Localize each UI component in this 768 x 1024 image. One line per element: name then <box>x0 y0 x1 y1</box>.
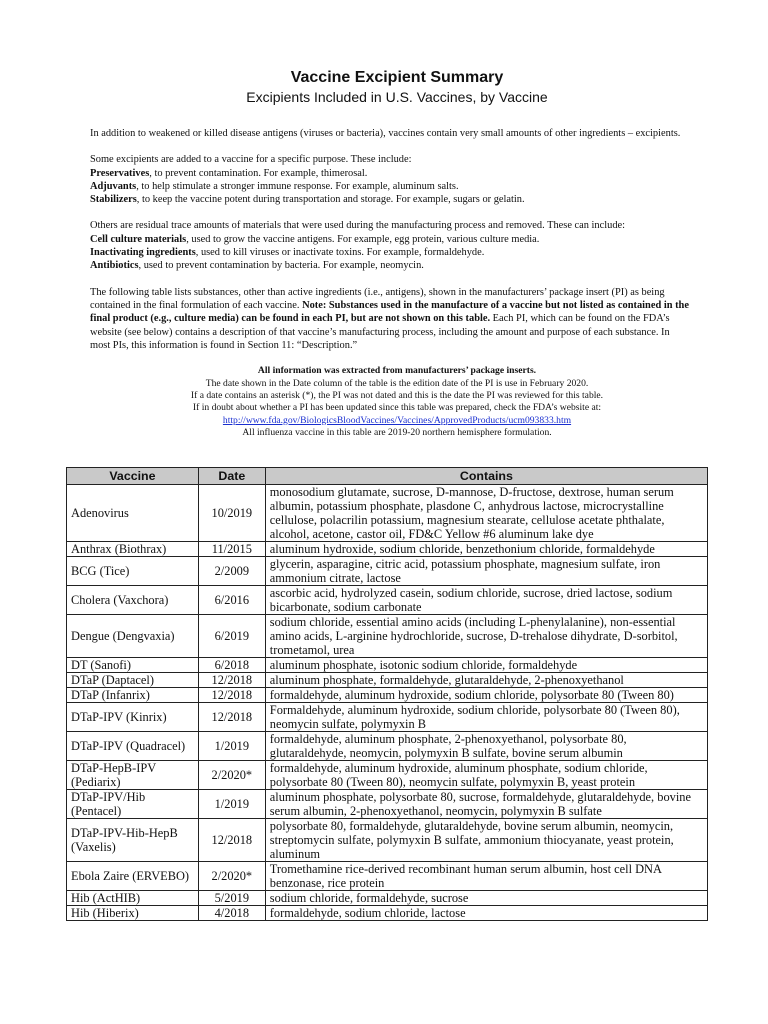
table-header-row <box>67 468 708 485</box>
contains-cell: formaldehyde, aluminum hydroxide, aluminum phosphate, sodium chloride, polysorbate 80 (Tween 80), neomycin sulfate, polymyxin B, yeast protein <box>265 761 707 790</box>
purpose-text: , to prevent contamination. For example, thimerosal. <box>149 167 368 179</box>
vaccine-cell: Adenovirus <box>67 485 199 542</box>
vaccine-cell: DTaP-HepB-IPV (Pediarix) <box>67 761 199 790</box>
table-row <box>67 688 708 703</box>
notice-line: If a date contains an asterisk (*), the PI was not dated and this is the date the PI was reviewed for this table. <box>190 389 604 401</box>
page-title: Vaccine Excipient Summary <box>290 69 504 86</box>
vaccine-cell: DT (Sanofi) <box>67 658 199 673</box>
contains-cell: formaldehyde, aluminum hydroxide, sodium chloride, polysorbate 80 (Tween 80) <box>265 688 707 703</box>
table-row <box>67 557 708 586</box>
table-row <box>67 732 708 761</box>
table-row <box>67 703 708 732</box>
notice-bold-line: All information was extracted from manufacturers’ package inserts. <box>257 365 537 377</box>
table-row <box>67 615 708 658</box>
vaccine-cell: Cholera (Vaxchora) <box>67 586 199 615</box>
date-cell: 4/2018 <box>198 906 265 921</box>
residual-item <box>90 259 690 272</box>
date-cell: 6/2016 <box>198 586 265 615</box>
contains-cell: ascorbic acid, hydrolyzed casein, sodium chloride, sucrose, dried lactose, sodium bicarbonate, sodium carbonate <box>265 586 707 615</box>
residual-item <box>90 233 690 246</box>
residual-term: Cell culture materials <box>90 233 187 245</box>
vaccine-cell: Dengue (Dengvaxia) <box>67 615 199 658</box>
purpose-item <box>90 167 690 180</box>
contains-cell: sodium chloride, essential amino acids (including L-phenylalanine), non-essential amino acids, L-arginine hydrochloride, sucrose, D-trehalose dihydrate, D-sorbitol, trometamol, urea <box>265 615 707 658</box>
date-cell: 6/2019 <box>198 615 265 658</box>
contains-cell: Tromethamine rice-derived recombinant human serum albumin, host cell DNA benzonase, rice protein <box>265 862 707 891</box>
table-intro-part2: Each PI, which can be found on the FDA’s website (see below) contains a description of that vaccine’s manufacturing process, including the amount and purpose of each substance. In most PIs, this information is found in Section 11: “Description.” <box>90 313 670 351</box>
fda-link[interactable]: http://www.fda.gov/BiologicsBloodVaccines/Vaccines/ApprovedProducts/ucm093833.htm <box>222 414 572 426</box>
contains-cell: formaldehyde, sodium chloride, lactose <box>265 906 707 921</box>
table-intro-part1: The following table lists substances, other than active ingredients (i.e., antigens), shown in the manufacturers’ package insert (PI) as being contained in the final formulation of each vaccine. <box>90 286 665 311</box>
date-cell: 12/2018 <box>198 819 265 862</box>
residual-item <box>90 246 690 259</box>
purpose-item <box>90 193 690 206</box>
table-intro-note: Note: Substances used in the manufacture of a vaccine but not listed as contained in the final product (e.g., culture media) can be found in each PI, but are not shown on this table. <box>90 299 689 325</box>
table-row <box>67 485 708 542</box>
vaccine-cell: Hib (ActHIB) <box>67 891 199 906</box>
purpose-text: , to keep the vaccine potent during transportation and storage. For example, sugars or gelatin. <box>136 194 525 206</box>
contains-cell: monosodium glutamate, sucrose, D-mannose, D-fructose, dextrose, human serum albumin, potassium phosphate, plasdone C, anhydrous lactose, microcrystalline cellulose, polacrilin potassium, magnesium stearate, cellulose acetate phthalate, alcohol, acetone, castor oil, FD&C Yellow #6 aluminum lake dye <box>265 485 707 542</box>
table-row <box>67 761 708 790</box>
vaccine-cell: DTaP (Daptacel) <box>67 673 199 688</box>
residual-text: , used to kill viruses or inactivate toxins. For example, formaldehyde. <box>195 247 485 259</box>
date-cell: 1/2019 <box>198 732 265 761</box>
excipient-table <box>66 467 708 921</box>
table-row <box>67 586 708 615</box>
header-vaccine: Vaccine <box>67 468 199 485</box>
residual-term: Antibiotics <box>90 260 139 272</box>
page-subtitle: Excipients Included in U.S. Vaccines, by Vaccine <box>246 89 548 105</box>
contains-cell: glycerin, asparagine, citric acid, potassium phosphate, magnesium sulfate, iron ammonium citrate, lactose <box>265 557 707 586</box>
table-row <box>67 906 708 921</box>
purpose-term: Preservatives <box>90 167 150 179</box>
contains-cell: aluminum phosphate, formaldehyde, glutaraldehyde, 2-phenoxyethanol <box>265 673 707 688</box>
date-cell: 10/2019 <box>198 485 265 542</box>
purpose-text: , to help stimulate a stronger immune response. For example, aluminum salts. <box>136 180 459 192</box>
vaccine-cell: BCG (Tice) <box>67 557 199 586</box>
contains-cell: polysorbate 80, formaldehyde, glutaraldehyde, bovine serum albumin, neomycin, streptomycin sulfate, polymyxin B sulfate, ammonium thiocyanate, yeast protein, aluminum <box>265 819 707 862</box>
table-intro-paragraph <box>90 286 690 352</box>
residual-lead: Others are residual trace amounts of materials that were used during the manufacturing process and removed. These can include: <box>90 220 626 232</box>
residual-section <box>90 219 690 272</box>
date-cell: 12/2018 <box>198 673 265 688</box>
residual-text: , used to prevent contamination by bacteria. For example, neomycin. <box>138 260 424 272</box>
header-contains: Contains <box>265 468 707 485</box>
contains-cell: sodium chloride, formaldehyde, sucrose <box>265 891 707 906</box>
notice-line: All influenza vaccine in this table are 2019-20 northern hemisphere formulation. <box>242 427 552 439</box>
date-cell: 5/2019 <box>198 891 265 906</box>
vaccine-cell: Hib (Hiberix) <box>67 906 199 921</box>
date-cell: 1/2019 <box>198 790 265 819</box>
contains-cell: aluminum hydroxide, sodium chloride, benzethonium chloride, formaldehyde <box>265 542 707 557</box>
table-row <box>67 891 708 906</box>
vaccine-cell: Anthrax (Biothrax) <box>67 542 199 557</box>
purpose-term: Stabilizers <box>90 194 137 206</box>
purpose-term: Adjuvants <box>90 180 137 192</box>
notice-line: If in doubt about whether a PI has been updated since this table was prepared, check the FDA’s website at: <box>192 402 602 414</box>
residual-text: , used to grow the vaccine antigens. For example, egg protein, various culture media. <box>186 233 540 245</box>
date-cell: 2/2020* <box>198 761 265 790</box>
date-cell: 6/2018 <box>198 658 265 673</box>
vaccine-cell: DTaP (Infanrix) <box>67 688 199 703</box>
date-cell: 2/2009 <box>198 557 265 586</box>
vaccine-cell: DTaP-IPV (Kinrix) <box>67 703 199 732</box>
date-cell: 11/2015 <box>198 542 265 557</box>
notice-line: The date shown in the Date column of the table is the edition date of the PI is use in February 2020. <box>205 377 589 389</box>
date-cell: 2/2020* <box>198 862 265 891</box>
intro-paragraph: In addition to weakened or killed disease antigens (viruses or bacteria), vaccines contain very small amounts of other ingredients – excipients. <box>90 128 681 139</box>
contains-cell: Formaldehyde, aluminum hydroxide, sodium chloride, polysorbate 80 (Tween 80), neomycin sulfate, polymyxin B <box>265 703 707 732</box>
table-row <box>67 862 708 891</box>
vaccine-cell: DTaP-IPV-Hib-HepB (Vaxelis) <box>67 819 199 862</box>
date-cell: 12/2018 <box>198 688 265 703</box>
table-row <box>67 658 708 673</box>
purpose-item <box>90 180 690 193</box>
vaccine-cell: DTaP-IPV (Quadracel) <box>67 732 199 761</box>
header-date: Date <box>198 468 265 485</box>
contains-cell: aluminum phosphate, isotonic sodium chloride, formaldehyde <box>265 658 707 673</box>
contains-cell: aluminum phosphate, polysorbate 80, sucrose, formaldehyde, glutaraldehyde, bovine serum albumin, 2-phenoxyethanol, neomycin, polymyxin B sulfate <box>265 790 707 819</box>
table-row <box>67 819 708 862</box>
table-row <box>67 673 708 688</box>
purpose-lead: Some excipients are added to a vaccine for a specific purpose. These include: <box>90 154 412 166</box>
purpose-section <box>90 153 690 206</box>
vaccine-cell: Ebola Zaire (ERVEBO) <box>67 862 199 891</box>
table-row <box>67 542 708 557</box>
date-cell: 12/2018 <box>198 703 265 732</box>
table-body <box>67 485 708 921</box>
table-row <box>67 790 708 819</box>
residual-term: Inactivating ingredients <box>90 247 196 259</box>
intro-body <box>90 127 690 352</box>
contains-cell: formaldehyde, aluminum phosphate, 2-phenoxyethanol, polysorbate 80, glutaraldehyde, neomycin, polymyxin B sulfate, bovine serum albumin <box>265 732 707 761</box>
source-notice <box>90 365 704 439</box>
vaccine-cell: DTaP-IPV/Hib (Pentacel) <box>67 790 199 819</box>
